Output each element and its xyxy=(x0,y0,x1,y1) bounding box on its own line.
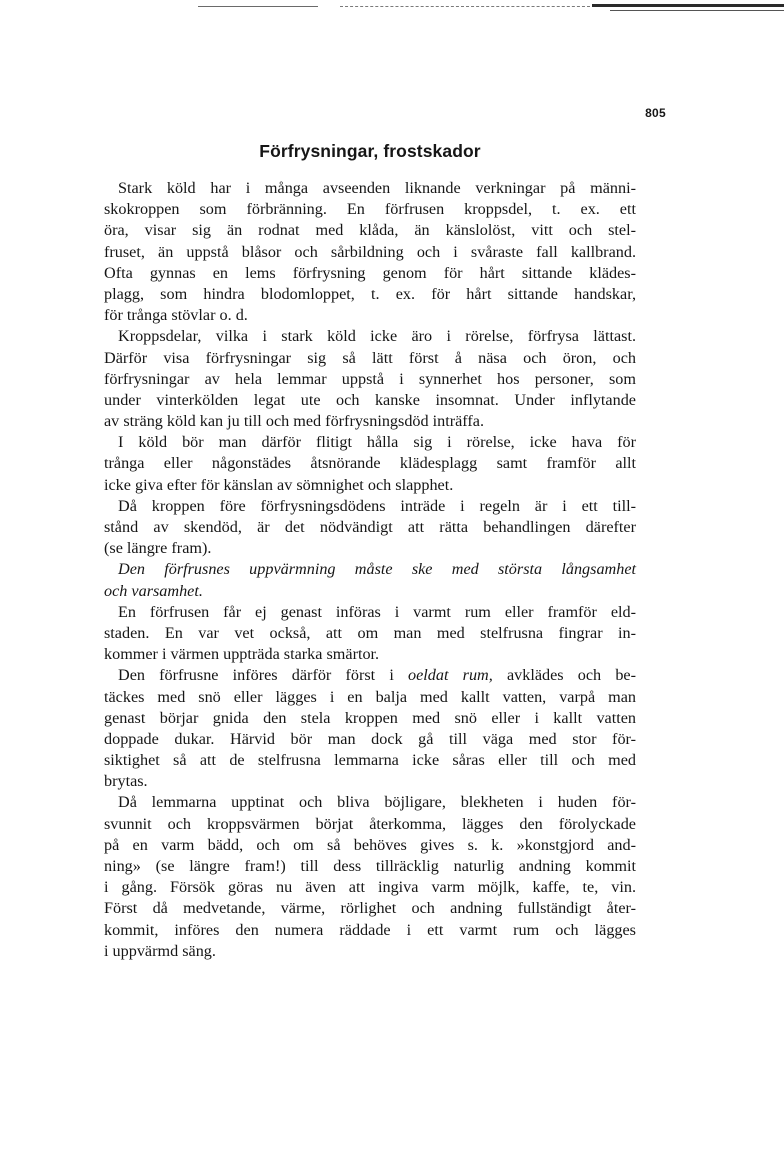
scan-edge-rule xyxy=(340,6,590,7)
text-line: täckes med snö eller lägges i en balja med kallt vatten, varpå man xyxy=(104,687,636,706)
text-line: Den förfrusnes uppvärmning måste ske med största långsamhet xyxy=(118,560,636,579)
text-line: icke giva efter för känslan av sömnighet och slapphet. xyxy=(104,475,454,494)
text-line: stånd av skendöd, är det nödvändigt att rätta behandlingen därefter xyxy=(104,518,636,536)
scan-edge-rule xyxy=(592,4,784,7)
text-line: doppade dukar. Härvid bör man dock gå till väga med stor för- xyxy=(104,729,636,748)
text-line: skokroppen som förbränning. En förfrusen kroppsdel, t. ex. ett xyxy=(104,200,636,219)
text-line: siktighet så att de stelfrusna lemmarna icke såras eller till och med xyxy=(104,751,636,770)
text-line: Stark köld har i många avseenden liknande verkningar på männi- xyxy=(118,179,636,197)
text-line: genast börjar gnida den stela kroppen med snö eller i kallt vatten xyxy=(104,708,636,727)
text-line: Ofta gynnas en lems förfrysning genom för hårt sittande klädes- xyxy=(104,263,636,282)
text-line xyxy=(104,665,636,686)
text-line: på en varm bädd, och om så behöves gives s. k. »konstgjord and- xyxy=(104,835,636,854)
text-line: under vinterkölden legat ute och kanske insomnat. Under inflytande xyxy=(104,390,636,409)
text-line: av sträng köld kan ju till och med förfrysningsdöd inträffa. xyxy=(104,412,485,431)
text-line: svunnit och kroppsvärmen börjat återkomma, lägges den förolyckade xyxy=(104,814,636,833)
text-line: fruset, än uppstå blåsor och sårbildning och i svåraste fall kallbrand. xyxy=(104,242,636,261)
text-line: I köld bör man därför flitigt hålla sig i rörelse, icke hava för xyxy=(118,433,636,452)
page-number: 805 xyxy=(645,106,666,120)
text-line: Då kroppen före förfrysningsdödens inträde i regeln är i ett till- xyxy=(118,496,636,515)
text-line: i gång. Försök göras nu även att ingiva varm möjlk, kaffe, te, vin. xyxy=(104,878,636,897)
text-line: Därför visa förfrysningar sig så lätt först å näsa och öron, och xyxy=(104,348,636,367)
emphasized-text: oeldat rum, xyxy=(408,666,493,685)
text-line: och varsamhet. xyxy=(104,581,203,600)
page-title: Förfrysningar, frostskador xyxy=(259,141,481,161)
scan-edge-rule xyxy=(610,10,784,11)
text-line: Kroppsdelar, vilka i stark köld icke äro i rörelse, förfrysa lättast. xyxy=(118,327,636,346)
text-line: En förfrusen får ej genast införas i varmt rum eller framför eld- xyxy=(118,602,636,621)
text-line: Då lemmarna upptinat och bliva böjligare, blekheten i huden för- xyxy=(118,793,636,812)
text-line: för trånga stövlar o. d. xyxy=(104,306,248,325)
text-line: trånga eller någonstädes åtsnörande klädesplagg samt framför allt xyxy=(104,454,636,473)
text-line: Först då medvetande, värme, rörlighet och andning fullständigt åter- xyxy=(104,899,636,918)
text-line: förfrysningar av hela lemmar uppstå i synnerhet hos personer, som xyxy=(104,369,636,388)
text-line: kommer i värmen uppträda starka smärtor. xyxy=(104,645,380,664)
scan-edge-rule xyxy=(198,6,318,7)
text-line: staden. En var vet också, att om man med stelfrusna fingrar in- xyxy=(104,623,636,642)
text-line: öra, visar sig än rodnat med klåda, än känslolöst, vitt och stel- xyxy=(104,221,636,240)
text-line: ning» (se längre fram!) till dess tillräcklig naturlig andning kommit xyxy=(104,857,636,875)
text-run: Den förfrusne införes därför först i xyxy=(118,666,409,685)
text-line: kommit, införes den numera räddade i ett varmt rum och lägges xyxy=(104,920,636,939)
text-line: i uppvärmd säng. xyxy=(104,941,216,960)
body-text xyxy=(104,178,636,962)
text-line: plagg, som hindra blodomloppet, t. ex. för hårt sittande handskar, xyxy=(104,284,636,303)
text-line: brytas. xyxy=(104,772,148,791)
text-line: (se längre fram). xyxy=(104,539,212,558)
text-run: avklädes och be- xyxy=(492,666,636,685)
